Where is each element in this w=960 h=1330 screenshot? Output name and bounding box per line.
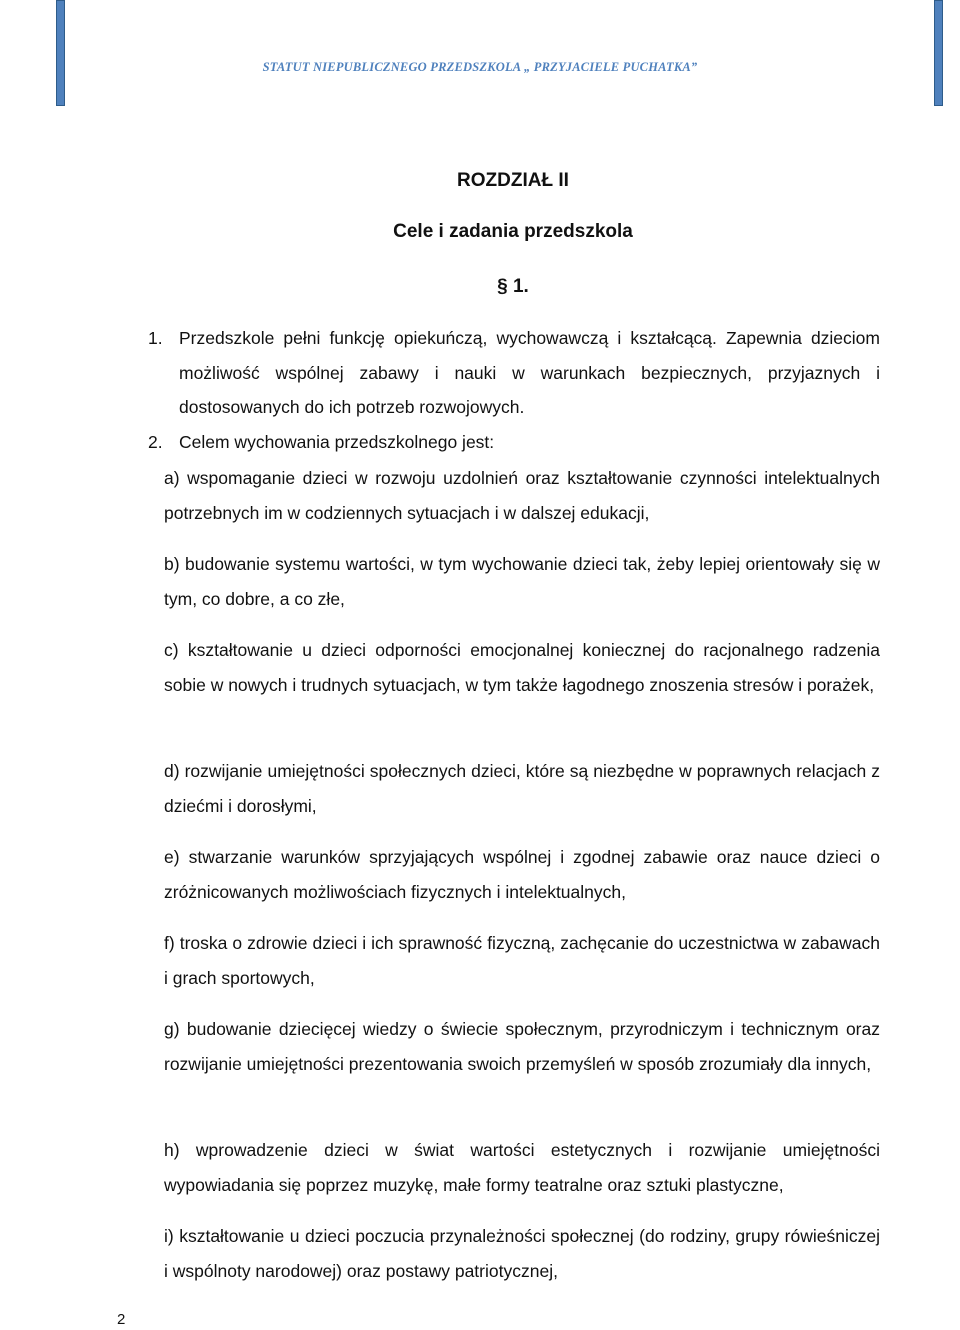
chapter-title: ROZDZIAŁ II bbox=[457, 170, 569, 191]
list-item-c: c) kształtowanie u dzieci odporności emocjonalnej koniecznej do racjonalnego radzenia sobie w nowych i trudnych sytuacjach, w tym także łagodnego znoszenia stresów i porażek, bbox=[164, 640, 880, 695]
paragraph-heading: § 1. bbox=[497, 276, 529, 297]
point-number: 1. bbox=[148, 328, 163, 348]
list-item-h: h) wprowadzenie dzieci w świat wartości estetycznych i rozwijanie umiejętności wypowiadania się poprzez muzykę, małe formy teatralne oraz sztuki plastyczne, bbox=[164, 1140, 880, 1195]
point-text: Przedszkole pełni funkcję opiekuńczą, wychowawczą i kształcącą. Zapewnia dzieciom możliwość wspólnej zabawy i nauki w warunkach bezpiecznych, przyjaznych i dostosowanych do ich potrzeb rozwojowych. bbox=[179, 328, 880, 417]
list-item-i: i) kształtowanie u dzieci poczucia przynależności społecznej (do rodziny, grupy rówieśniczej i wspólnoty narodowej) oraz postawy patriotycznej, bbox=[164, 1226, 880, 1281]
page-number: 2 bbox=[117, 1311, 126, 1328]
list-item-a: a) wspomaganie dzieci w rozwoju uzdolnień oraz kształtowanie czynności intelektualnych potrzebnych im w codziennych sytuacjach i w dalszej edukacji, bbox=[164, 468, 880, 523]
list-item-f: f) troska o zdrowie dzieci i ich sprawność fizyczną, zachęcanie do uczestnictwa w zabawach i grach sportowych, bbox=[164, 933, 880, 988]
numbered-point-2 bbox=[148, 425, 880, 460]
point-number: 2. bbox=[148, 432, 163, 452]
point-text: Celem wychowania przedszkolnego jest: bbox=[179, 432, 495, 452]
list-item-e: e) stwarzanie warunków sprzyjających wspólnej i zgodnej zabawie oraz nauce dzieci o zróżnicowanych możliwościach fizycznych i intelektualnych, bbox=[164, 847, 880, 902]
chapter-subtitle: Cele i zadania przedszkola bbox=[393, 221, 633, 242]
running-header: STATUT NIEPUBLICZNEGO PRZEDSZKOLA „ PRZYJACIELE PUCHATKA” bbox=[262, 60, 698, 74]
header-side-bar-left bbox=[56, 0, 65, 106]
header-side-bar-right bbox=[934, 0, 943, 106]
list-item-g: g) budowanie dziecięcej wiedzy o świecie społecznym, przyrodniczym i technicznym oraz rozwijanie umiejętności prezentowania swoich przemyśleń w sposób zrozumiały dla innych, bbox=[164, 1019, 880, 1074]
list-item-d: d) rozwijanie umiejętności społecznych dzieci, które są niezbędne w poprawnych relacjach z dziećmi i dorosłymi, bbox=[164, 761, 880, 816]
list-item-b: b) budowanie systemu wartości, w tym wychowanie dzieci tak, żeby lepiej orientowały się w tym, co dobre, a co złe, bbox=[164, 554, 880, 609]
numbered-point-1 bbox=[148, 321, 880, 425]
